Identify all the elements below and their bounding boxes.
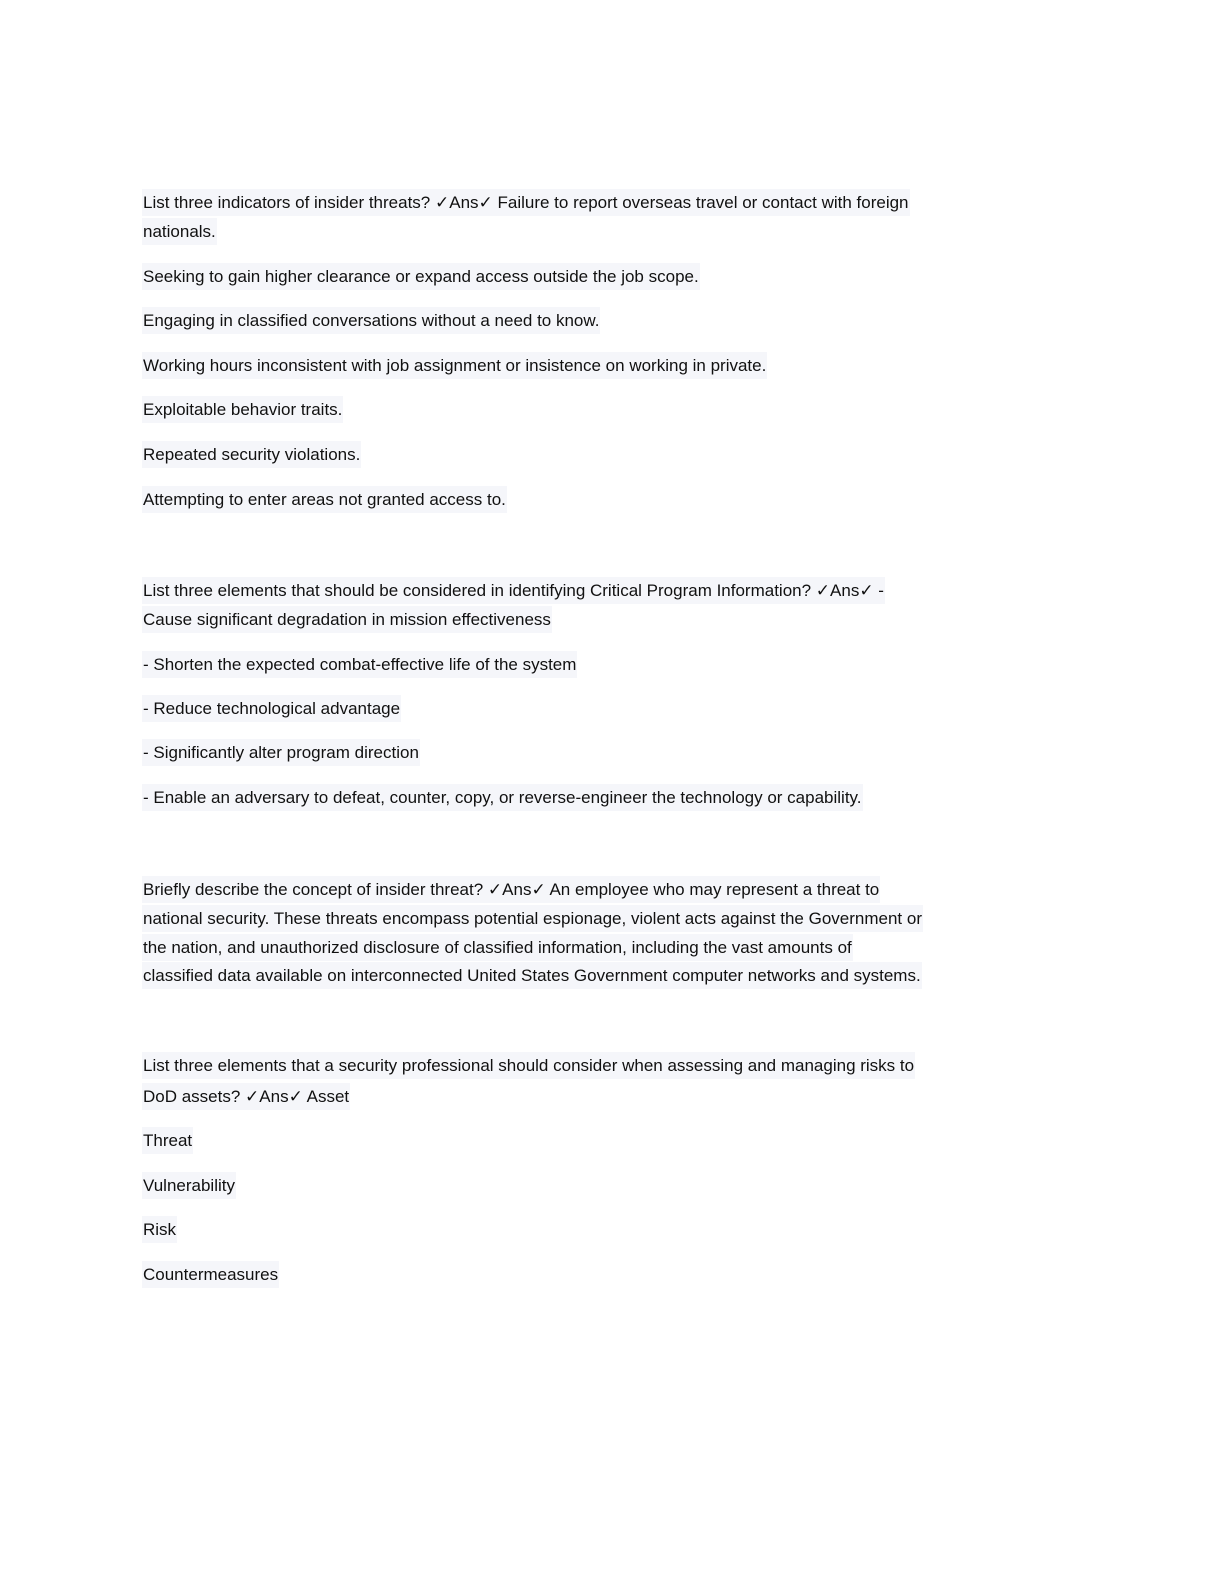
answer-line: Attempting to enter areas not granted access to. — [142, 486, 507, 513]
answer-line: Exploitable behavior traits. — [142, 396, 343, 423]
question-line: Briefly describe the concept of insider threat? ✓Ans✓ An employee who may represent a threat to — [142, 876, 880, 903]
answer-line: - Enable an adversary to defeat, counter, copy, or reverse-engineer the technology or capability. — [142, 784, 863, 811]
answer-line: - Shorten the expected combat-effective life of the system — [142, 651, 577, 678]
question-line: List three indicators of insider threats? ✓Ans✓ Failure to report overseas travel or contact with foreign — [142, 189, 910, 216]
answer-line: Engaging in classified conversations without a need to know. — [142, 307, 600, 334]
answer-line: classified data available on interconnected United States Government computer networks and systems. — [142, 962, 922, 989]
answer-line: - Significantly alter program direction — [142, 739, 420, 766]
answer-line: Countermeasures — [142, 1261, 279, 1288]
answer-line: - Reduce technological advantage — [142, 695, 401, 722]
answer-line: Risk — [142, 1216, 177, 1243]
answer-line: Cause significant degradation in mission effectiveness — [142, 606, 552, 633]
question-line: List three elements that should be considered in identifying Critical Program Information? ✓Ans✓ - — [142, 577, 885, 604]
answer-line: Working hours inconsistent with job assignment or insistence on working in private. — [142, 352, 767, 379]
answer-line: Vulnerability — [142, 1172, 236, 1199]
answer-line: national security. These threats encompass potential espionage, violent acts against the Government or — [142, 905, 923, 932]
answer-line: the nation, and unauthorized disclosure of classified information, including the vast amounts of — [142, 934, 853, 961]
answer-line: Repeated security violations. — [142, 441, 361, 468]
answer-line: nationals. — [142, 218, 217, 245]
answer-line: DoD assets? ✓Ans✓ Asset — [142, 1083, 350, 1110]
question-line: List three elements that a security professional should consider when assessing and managing risks to — [142, 1052, 915, 1079]
answer-line: Seeking to gain higher clearance or expand access outside the job scope. — [142, 263, 700, 290]
answer-line: Threat — [142, 1127, 193, 1154]
